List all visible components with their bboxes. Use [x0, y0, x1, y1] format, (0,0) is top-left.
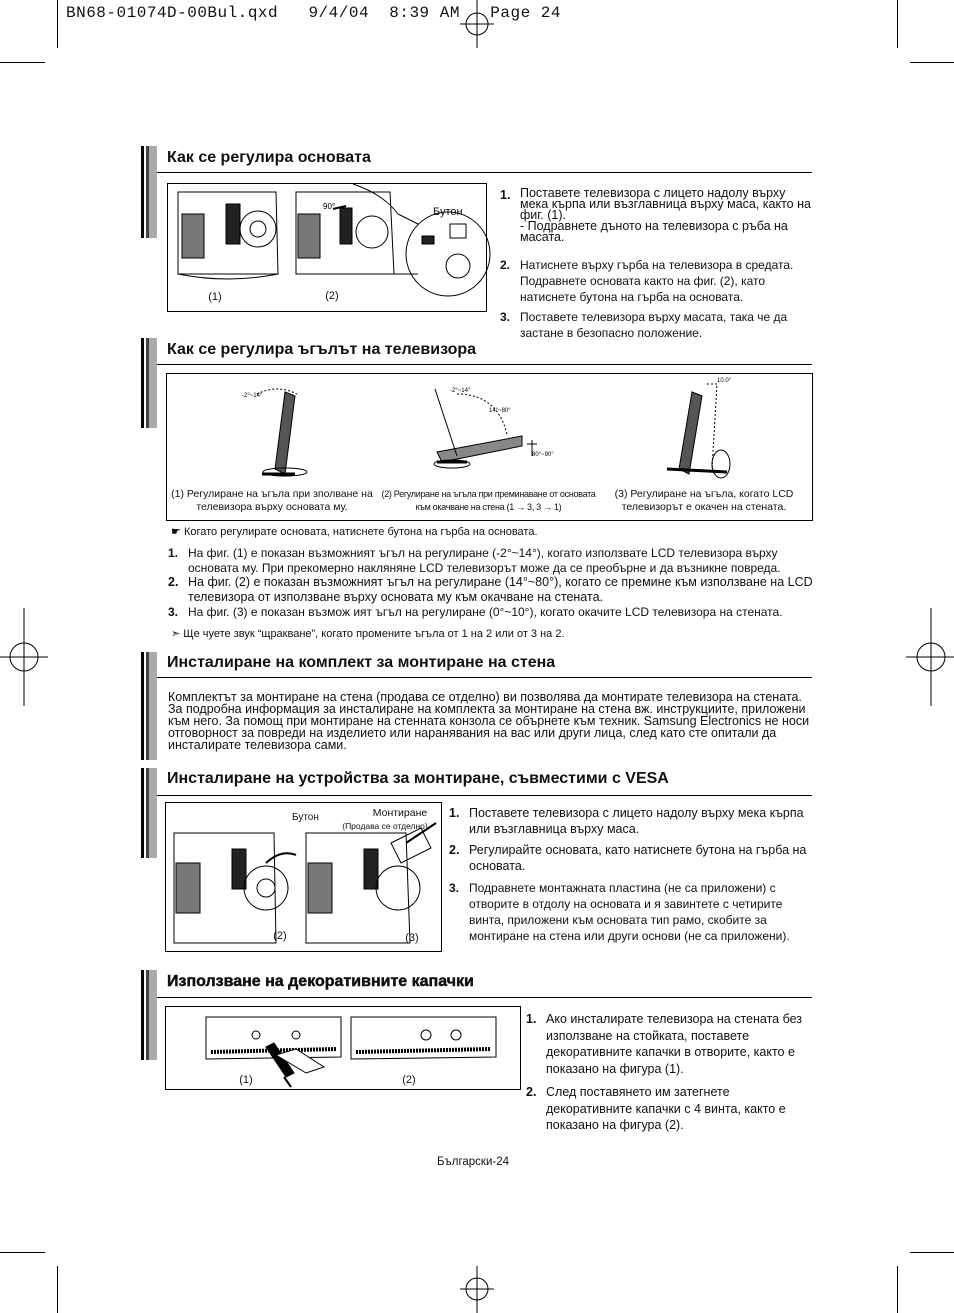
section-title-base: Как се регулира основата [167, 149, 371, 166]
figure-label: (1) [208, 291, 222, 303]
file-slug: BN68-01074D-00Bul.qxd 9/4/04 8:39 AM Page 24 [66, 4, 561, 22]
step-1: 1. Поставете телевизора с лицето надолу върху мека кърпа или възглавница върху маса, както на фиг. (1). - Подравнете дъното на телевизора с ръба на масата. [500, 186, 811, 244]
figure-caption-1: (1) Регулиране на ъгъла при зполване на телевизора върху основата му. [171, 488, 373, 513]
mount-label: Монтиране [372, 807, 428, 819]
crop-mark [897, 0, 898, 48]
mount-sublabel: (Продава се отделно) [342, 821, 428, 831]
figure-label: (1) [239, 1074, 253, 1086]
crop-mark [910, 1252, 954, 1253]
arrow-note-icon: ➣ [171, 628, 181, 640]
decorative-cover-illustration [166, 1007, 520, 1089]
section-rule [157, 795, 812, 796]
angle-label: 10.0° [717, 378, 732, 384]
section-rule [157, 172, 812, 173]
angle-label: -2°~14° [450, 388, 471, 394]
figure-caption-3: (3) Регулиране на ъгъла, когато LCD телевизорът е окачен на стената. [614, 488, 794, 513]
step-2: 2. Регулирайте основата, като натиснете бутона на гърба на основата. [449, 843, 807, 873]
section-title-wallmount: Инсталиране на комплект за монтиране на стена [167, 654, 556, 671]
section-title-vesa: Инсталиране на устройства за монтиране, съвместими с VESA [167, 770, 669, 787]
svg-text:90°: 90° [323, 202, 336, 211]
figure-label: (2) [325, 290, 339, 302]
section-title-covers: Използване на декоративните капачки [167, 973, 474, 990]
page-number: Български-24 [437, 1156, 510, 1168]
step-2: 2. След поставянето им затегнете декоративните капачки с 4 винта, както е показано на фигура (2). [526, 1085, 786, 1132]
step-3: 3. На фиг. (3) е показан възмож ият ъгъл на регулиране (0°~10°), когато окачите LCD телевизора на стената. [168, 605, 783, 619]
figure-caption-2: (2) Регулиране на ъгъла при преминаване от основата към окачване на стена (1 → 3, 3 → 1) [381, 489, 596, 512]
section-rule [157, 677, 812, 678]
crop-mark [910, 62, 954, 63]
step-2: 2. Натиснете върху гърба на телевизора в средата. Подравнете основата както на фиг. (2), като натиснете бутона на гърба на основата. [500, 258, 794, 304]
angle-label: -2°~14° [242, 393, 263, 399]
button-label: Бутон [433, 206, 463, 218]
button-label: Бутон [292, 812, 319, 823]
note-line: ➣ Ще чуете звук “щракване”, когато промените ъгъла от 1 на 2 или от 3 на 2. [171, 628, 565, 640]
step-3: 3. Поставете телевизора върху масата, така че да застане в безопасно положение. [500, 310, 788, 340]
angle-label: 14°~80° [489, 408, 511, 414]
step-1: 1. На фиг. (1) е показан възможният ъгъл на регулиране (-2°~14°), когато използвате LCD телевизора върху основата му. При прекомерно накляняне LCD телевизорът може да се преобърне и да възникне повреда. [168, 546, 781, 575]
section-rule [157, 364, 812, 365]
wallmount-body: Комплектът за монтиране на стена (продава се отделно) ви позволява да монтирате телевизора на стената. За подробна информация за инсталиране на комплекта за монтиране на стена вж. инструкциите, приложени към него. За помощ при монтиране на стенната конзола се обърнете към техник. Samsung Electronics не носи отговорност за повреди на изделието или наранявания на вас или други лица, след като сте опитали да инсталирате телевизора сами. [168, 690, 810, 752]
section-rule [157, 997, 812, 998]
crop-mark [0, 62, 45, 63]
section-bar [141, 652, 157, 760]
crop-mark [57, 0, 58, 48]
pointing-hand-icon: ☛ [171, 526, 181, 538]
crop-mark [57, 1266, 58, 1313]
section-bar [141, 768, 157, 858]
figure-label: (3) [405, 932, 419, 944]
figure-label: (2) [273, 930, 287, 942]
section-title-angle: Как се регулира ъгълът на телевизора [167, 341, 477, 358]
step-2: 2. На фиг. (2) е показан възможният ъгъл на регулиране (14°~80°), когато се премине към използване на LCD телевизора от използване върху основата му към окачване на стената. [168, 575, 813, 604]
crop-mark [0, 1252, 45, 1253]
step-1: 1. Поставете телевизора с лицето надолу върху мека кърпа или възглавница върху маса. [449, 806, 804, 836]
angle-label: 80°~90° [532, 452, 554, 458]
section-bar [141, 970, 157, 1060]
note-line: ☛ Когато регулирате основата, натиснете бутона на гърба на основата. [171, 526, 538, 538]
figure-label: (2) [402, 1074, 416, 1086]
step-1: 1. Ако инсталирате телевизора на стената без използване на стойката, поставете декоративните капачки в отворите, както е показано на фигура (1). [526, 1012, 802, 1076]
section-bar [141, 146, 157, 238]
section-bar [141, 338, 157, 428]
step-3: 3. Подравнете монтажната пластина (не са приложени) с отворите в отдолу на основата и я завинтете с четирите винта, приложени към основата тип рамо, скобите за монтиране на стена или други основи (не са приложени). [449, 881, 790, 943]
figure-covers [165, 1006, 521, 1090]
crop-mark [897, 1266, 898, 1313]
